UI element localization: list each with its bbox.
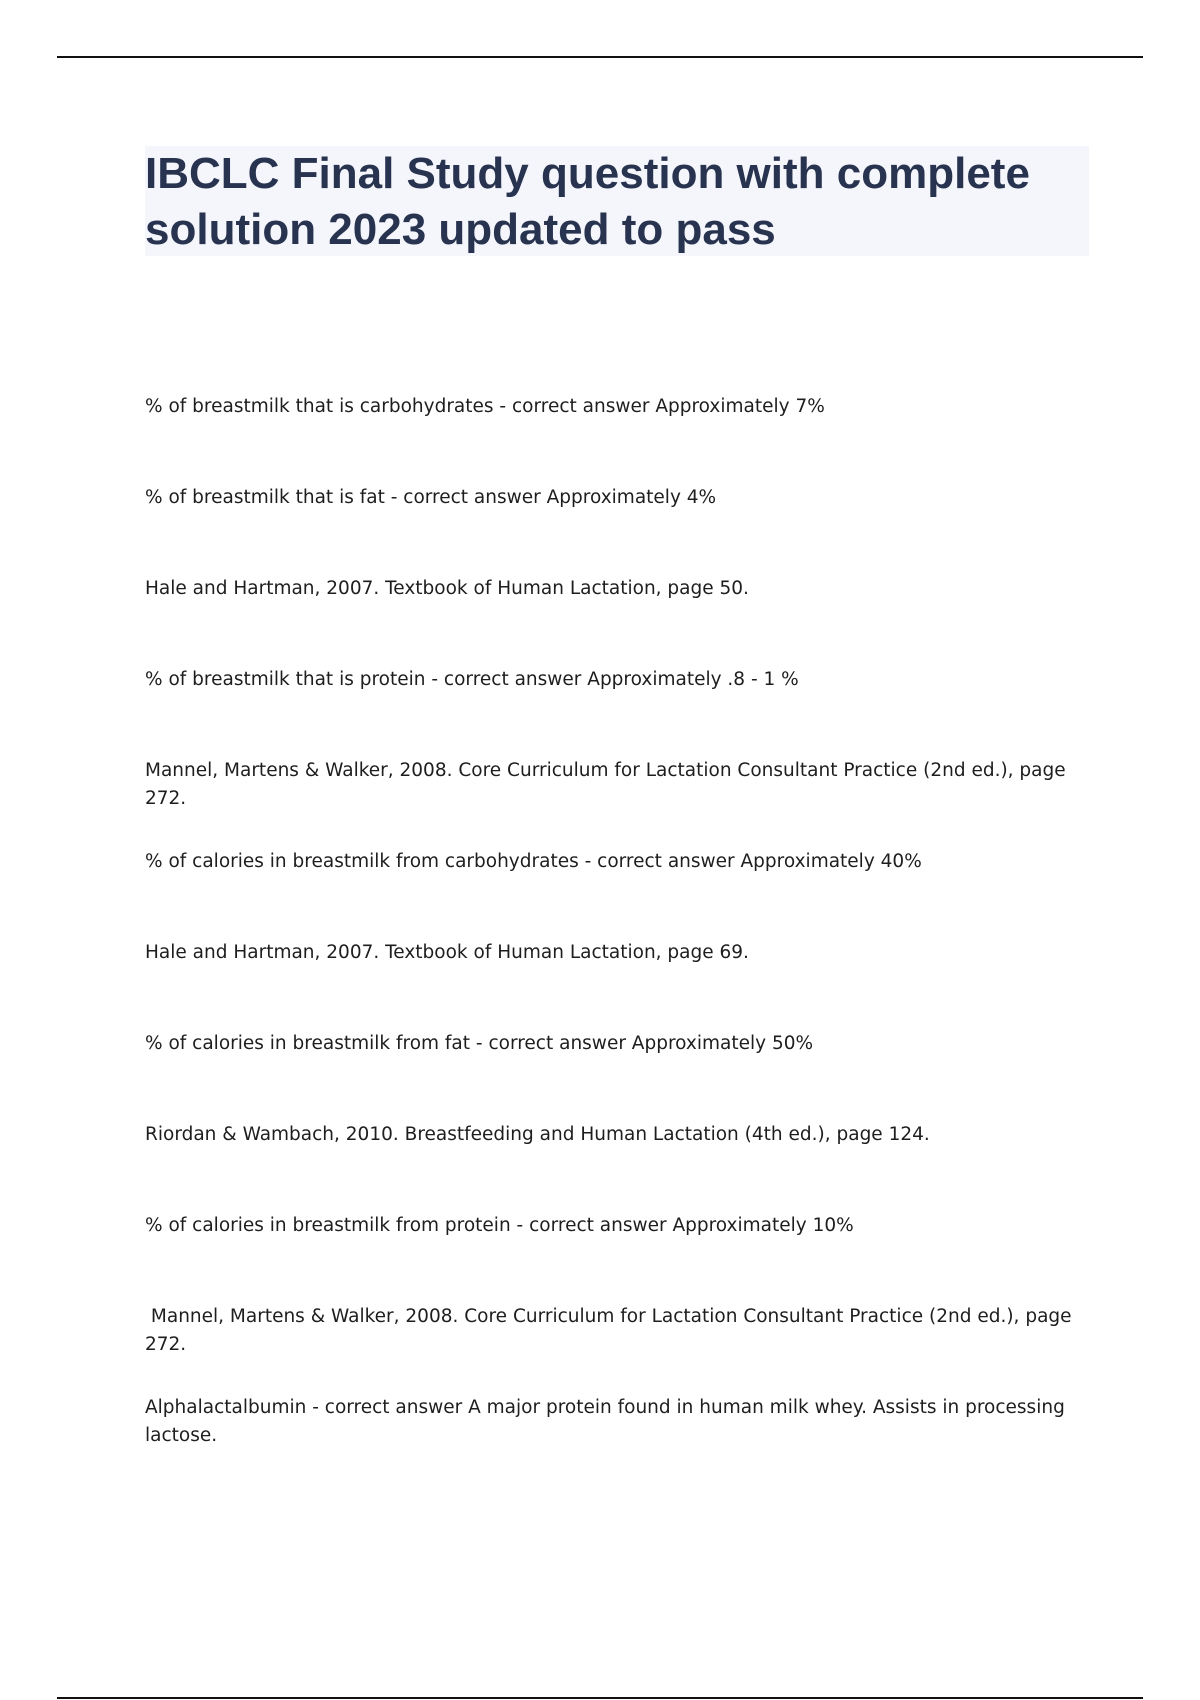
- top-rule: [57, 56, 1143, 58]
- qa-entry: % of breastmilk that is protein - correct answer Approximately .8 - 1 %: [145, 669, 799, 690]
- qa-entry: % of calories in breastmilk from protein - correct answer Approximately 10%: [145, 1215, 854, 1236]
- qa-entry: % of breastmilk that is carbohydrates - correct answer Approximately 7%: [145, 396, 825, 417]
- bottom-rule: [57, 1697, 1143, 1699]
- qa-entry: Alphalactalbumin - correct answer A major protein found in human milk whey. Assists in processing lactose.: [145, 1397, 1065, 1446]
- citation: Riordan & Wambach, 2010. Breastfeeding and Human Lactation (4th ed.), page 124.: [145, 1124, 930, 1145]
- citation: Mannel, Martens & Walker, 2008. Core Curriculum for Lactation Consultant Practice (2nd ed.), page 272.: [145, 1306, 1078, 1355]
- document-title: IBCLC Final Study question with complete solution 2023 updated to pass: [145, 149, 1030, 254]
- qa-entry: % of calories in breastmilk from carbohydrates - correct answer Approximately 40%: [145, 851, 922, 872]
- citation: Mannel, Martens & Walker, 2008. Core Curriculum for Lactation Consultant Practice (2nd ed.), page 272.: [145, 760, 1066, 809]
- citation: Hale and Hartman, 2007. Textbook of Human Lactation, page 50.: [145, 578, 749, 599]
- qa-entry: % of breastmilk that is fat - correct answer Approximately 4%: [145, 487, 717, 508]
- qa-entry: % of calories in breastmilk from fat - correct answer Approximately 50%: [145, 1033, 814, 1054]
- citation: Hale and Hartman, 2007. Textbook of Human Lactation, page 69.: [145, 942, 749, 963]
